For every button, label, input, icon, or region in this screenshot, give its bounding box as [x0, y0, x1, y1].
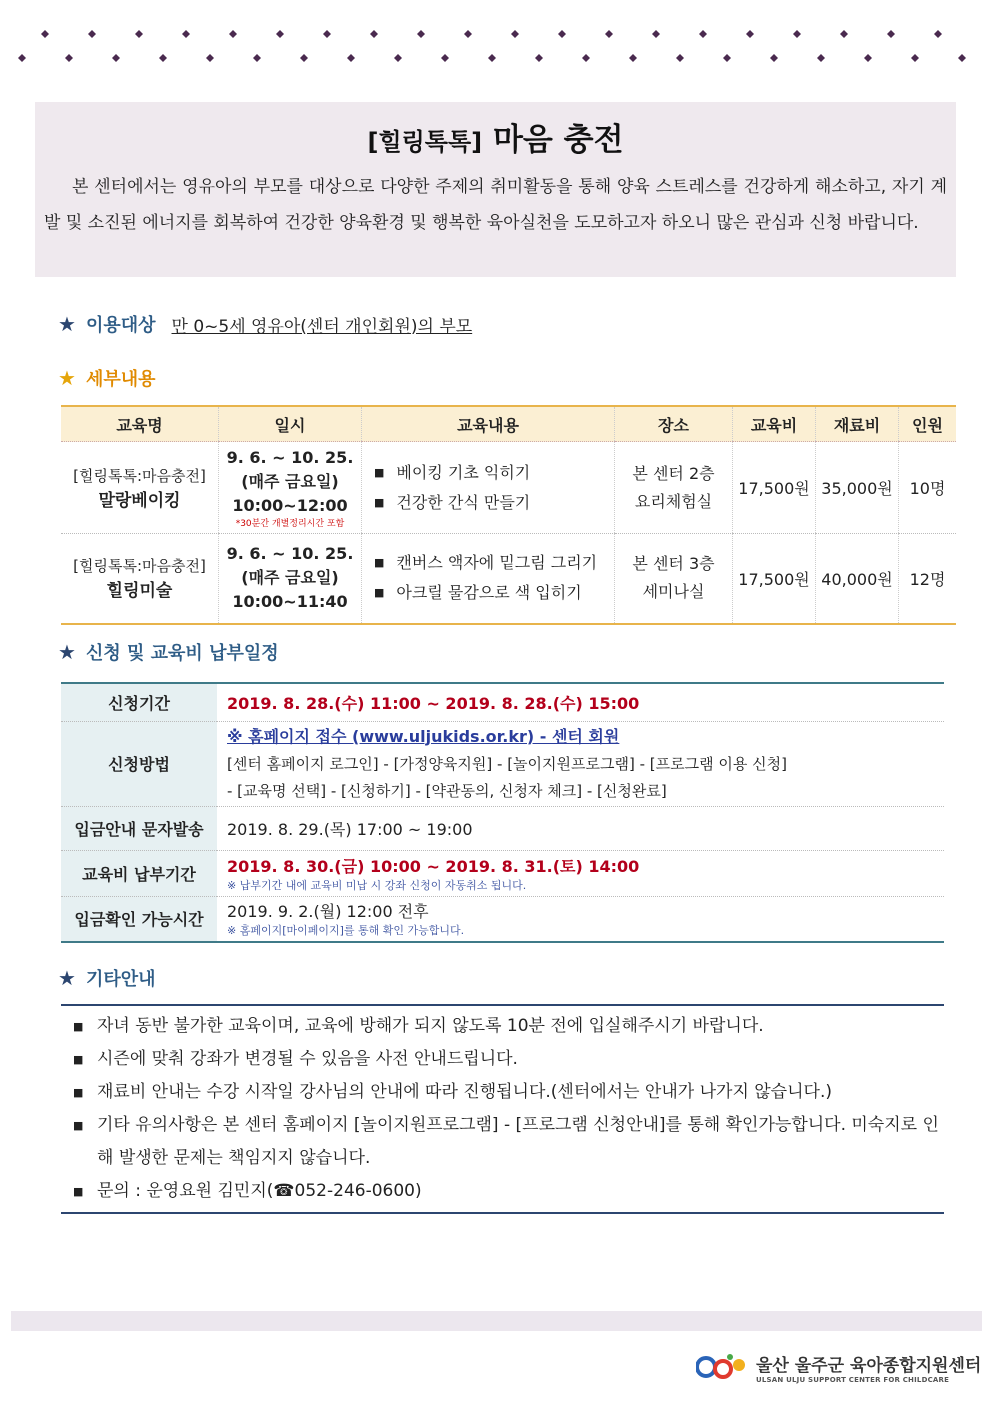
- diamond-dot: [958, 54, 966, 62]
- diamond-dot: [323, 30, 331, 38]
- diamond-dot: [511, 30, 519, 38]
- program-contents-cell: [362, 534, 615, 624]
- program-place-cell: 본 센터 2층 요리체험실: [615, 442, 733, 534]
- diamond-dot: [88, 30, 96, 38]
- org-name: 울산 울주군 육아종합지원센터: [756, 1355, 982, 1376]
- program-date-cell: 9. 6. ~ 10. 25. (매주 금요일) 10:00~12:00 *30분간 개별정리시간 포함: [219, 442, 362, 534]
- schedule-label: 신청 및 교육비 납부일정: [85, 643, 279, 664]
- payment-label: 교육비 납부기간: [61, 850, 217, 896]
- program-material-cell: 35,000원: [816, 442, 899, 534]
- diamond-dot: [887, 30, 895, 38]
- star-icon: ★: [58, 312, 76, 336]
- program-name-cell: [힐링톡톡:마음충전] 힐링미술: [61, 534, 219, 624]
- diamond-dot: [394, 54, 402, 62]
- diamond-dot: [182, 30, 190, 38]
- diamond-dot: [535, 54, 543, 62]
- program-contents-cell: [362, 442, 615, 534]
- apply-period-label: 신청기간: [61, 683, 217, 721]
- diamond-dot: [840, 30, 848, 38]
- table-row: [61, 850, 944, 896]
- table-header-row: [61, 406, 956, 442]
- page-title: [힐링톡톡] 마음 충전: [367, 122, 624, 158]
- column-header: 인원: [899, 406, 957, 442]
- list-item: ■ 재료비 안내는 수강 시작일 강사님의 안내에 따라 진행됩니다.(센터에서는 안내가 나가지 않습니다.): [73, 1082, 832, 1102]
- column-header: 일시: [219, 406, 362, 442]
- etc-label: 기타안내: [85, 969, 156, 990]
- target-value: 만 0~5세 영유아(센터 개인회원)의 부모: [171, 316, 473, 337]
- column-header: 교육명: [61, 406, 219, 442]
- list-item: ■ 문의 : 운영요원 김민지(☎052-246-0600): [73, 1181, 422, 1201]
- diamond-dot: [723, 54, 731, 62]
- schedule-heading: [58, 639, 279, 665]
- diamond-dot: [276, 30, 284, 38]
- target-label: 이용대상: [85, 315, 156, 336]
- diamond-dot: [347, 54, 355, 62]
- intro-panel: [35, 102, 956, 277]
- star-icon: ★: [58, 966, 76, 990]
- program-capacity-cell: 10명: [899, 442, 957, 534]
- list-item: ■ 자녀 동반 불가한 교육이며, 교육에 방해가 되지 않도록 10분 전에 입실해주시기 바랍니다.: [73, 1016, 764, 1036]
- content-item: ■ 베이킹 기초 익히기: [374, 458, 610, 488]
- program-material-cell: 40,000원: [816, 534, 899, 624]
- etc-heading: [58, 965, 156, 991]
- program-date-cell: 9. 6. ~ 10. 25. (매주 금요일) 10:00~11:40: [219, 534, 362, 624]
- diamond-dot: [300, 54, 308, 62]
- program-capacity-cell: 12명: [899, 534, 957, 624]
- table-row: [61, 806, 944, 850]
- diamond-dot: [18, 54, 26, 62]
- center-logo: [696, 1349, 981, 1385]
- apply-method-label: 신청방법: [61, 721, 217, 806]
- diamond-dot: [605, 30, 613, 38]
- column-header: 교육내용: [362, 406, 615, 442]
- sms-label: 입금안내 문자발송: [61, 806, 217, 850]
- diamond-dot: [488, 54, 496, 62]
- diamond-dot: [817, 54, 825, 62]
- star-icon: ★: [58, 366, 76, 390]
- apply-period-value: 2019. 8. 28.(수) 11:00 ~ 2019. 8. 28.(수) 15:00: [217, 683, 944, 721]
- diamond-dot: [699, 30, 707, 38]
- diamond-dot: [652, 30, 660, 38]
- diamond-dot: [112, 54, 120, 62]
- column-header: 장소: [615, 406, 733, 442]
- content-item: ■ 캔버스 액자에 밑그림 그리기: [374, 548, 610, 578]
- content-item: ■ 건강한 간식 만들기: [374, 488, 610, 518]
- details-label: 세부내용: [85, 369, 156, 390]
- diamond-dot: [65, 54, 73, 62]
- diamond-dot: [582, 54, 590, 62]
- list-item: ■ 기타 유의사항은 본 센터 홈페이지 [놀이지원프로그램] - [프로그램 신청안내]를 통해 확인가능합니다. 미숙지로 인해 발생한 문제는 책임지지 않습니다.: [73, 1115, 939, 1168]
- confirm-label: 입금확인 가능시간: [61, 896, 217, 942]
- diamond-dot: [911, 54, 919, 62]
- program-details-table: [61, 405, 956, 625]
- diamond-dot: [253, 54, 261, 62]
- diamond-dot: [558, 30, 566, 38]
- diamond-dot: [229, 30, 237, 38]
- diamond-dot: [770, 54, 778, 62]
- content-item: ■ 아크릴 물감으로 색 입히기: [374, 578, 610, 608]
- diamond-dot: [41, 30, 49, 38]
- table-row: [61, 534, 956, 624]
- target-section: [58, 311, 472, 337]
- table-row: [61, 683, 944, 721]
- table-row: [61, 896, 944, 942]
- program-name-cell: [힐링톡톡:마음충전] 말랑베이킹: [61, 442, 219, 534]
- diamond-dot: [135, 30, 143, 38]
- diamond-dot: [746, 30, 754, 38]
- diamond-dot: [629, 54, 637, 62]
- diamond-dot: [370, 30, 378, 38]
- table-row: [61, 721, 944, 806]
- diamond-dot: [417, 30, 425, 38]
- diamond-dot: [159, 54, 167, 62]
- org-name-en: ULSAN ULJU SUPPORT CENTER FOR CHILDCARE: [756, 1375, 950, 1384]
- diamond-dot: [864, 54, 872, 62]
- diamond-pattern-decoration: [0, 28, 992, 68]
- column-header: 교육비: [733, 406, 816, 442]
- table-row: [61, 442, 956, 534]
- program-fee-cell: 17,500원: [733, 442, 816, 534]
- confirm-value: 2019. 9. 2.(월) 12:00 전후 ※ 홈페이지[마이페이지]를 통해 확인 가능합니다.: [217, 896, 944, 942]
- diamond-dot: [441, 54, 449, 62]
- star-icon: ★: [58, 640, 76, 664]
- diamond-dot: [934, 30, 942, 38]
- schedule-table: [61, 682, 944, 943]
- program-fee-cell: 17,500원: [733, 534, 816, 624]
- intro-text: 본 센터에서는 영유아의 부모를 대상으로 다양한 주제의 취미활동을 통해 양육 스트레스를 건강하게 해소하고, 자기 계발 및 소진된 에너지를 회복하여 건강한 양육환경 및 행복한 육아실천을 도모하고자 하오니 많은 관심과 신청 바랍니다.: [44, 177, 947, 233]
- column-header: 재료비: [816, 406, 899, 442]
- homepage-link[interactable]: ※ 홈페이지 접수 (www.uljukids.or.kr) - 센터 회원: [227, 726, 620, 746]
- details-heading: [58, 365, 156, 391]
- center-logo-icon: [696, 1349, 750, 1385]
- payment-value: 2019. 8. 30.(금) 10:00 ~ 2019. 8. 31.(토) 14:00 ※ 납부기간 내에 교육비 미납 시 강좌 신청이 자동취소 됩니다.: [217, 850, 944, 896]
- apply-method-value: ※ 홈페이지 접수 (www.uljukids.or.kr) - 센터 회원 [센터 홈페이지 로그인] - [가정양육지원] - [놀이지원프로그램] - [프로그램 이용 신청] - [교육명 선택] - [신청하기] - [약관동의, 신청자 체크] - [신청완료]: [217, 721, 944, 806]
- sms-value: 2019. 8. 29.(목) 17:00 ~ 19:00: [217, 806, 944, 850]
- program-place-cell: 본 센터 3층 세미나실: [615, 534, 733, 624]
- etc-list: [61, 1004, 944, 1214]
- diamond-dot: [464, 30, 472, 38]
- diamond-dot: [793, 30, 801, 38]
- diamond-dot: [206, 54, 214, 62]
- list-item: ■ 시즌에 맞춰 강좌가 변경될 수 있음을 사전 안내드립니다.: [73, 1049, 518, 1069]
- diamond-dot: [676, 54, 684, 62]
- footer-divider-bar: [11, 1311, 982, 1331]
